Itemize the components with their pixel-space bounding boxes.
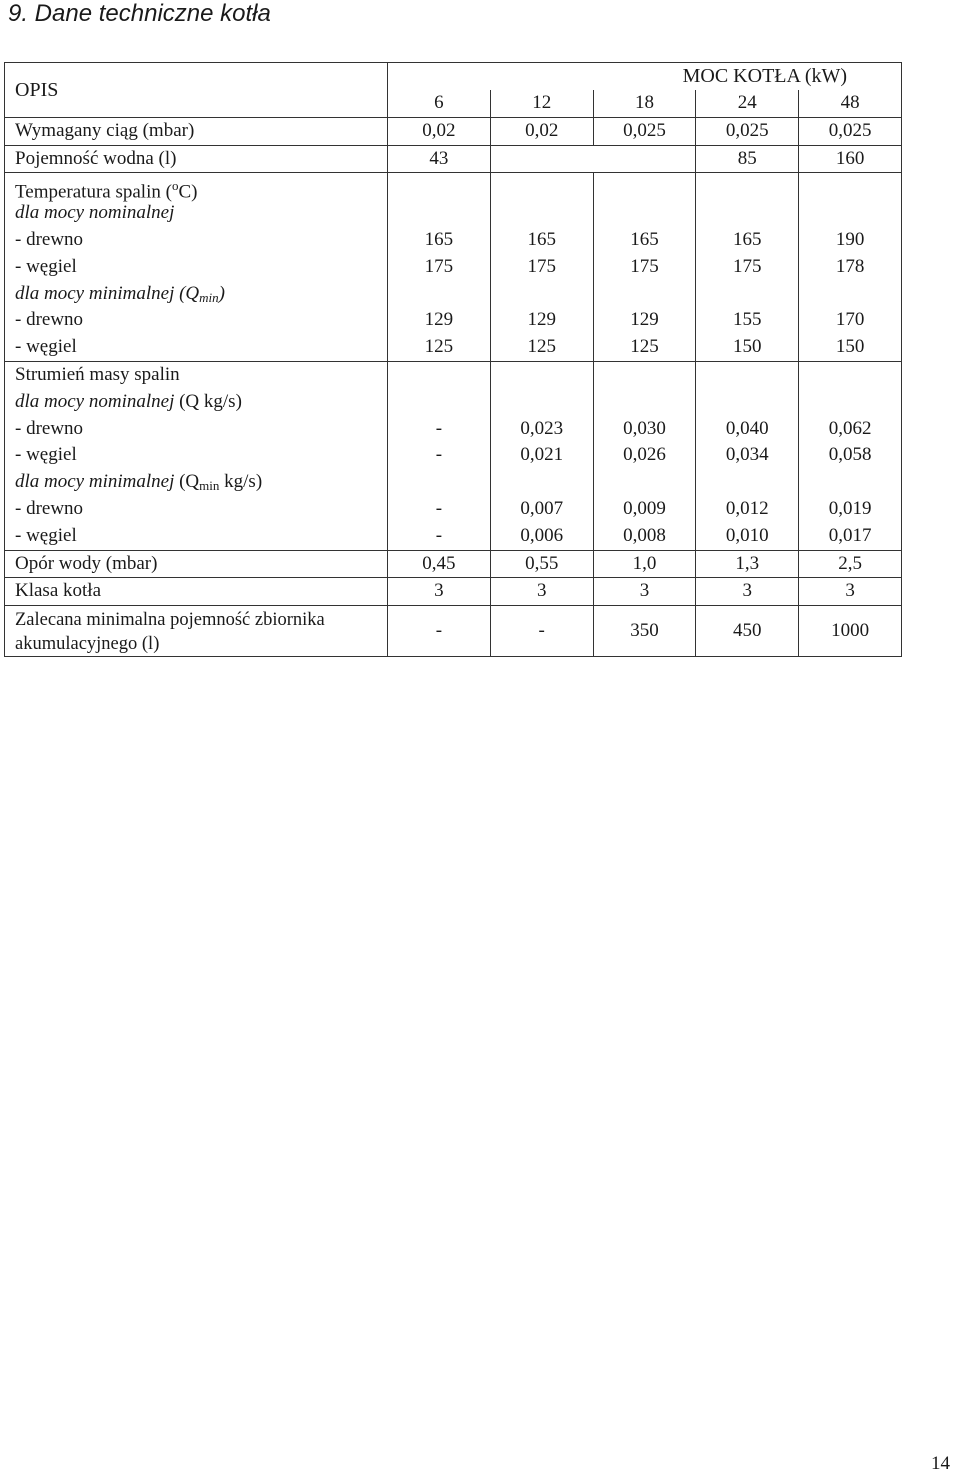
boiler-class-value: 3 [388, 578, 491, 606]
table-row [5, 578, 902, 606]
wood-label: - drewno [15, 497, 84, 519]
power-18: 18 [593, 90, 696, 117]
power-6: 6 [388, 90, 491, 117]
tank-capacity-value: 350 [593, 606, 696, 657]
tank-capacity-value: - [490, 606, 593, 657]
coal-label: - węgiel [15, 255, 77, 277]
temp-value: 129 [424, 309, 454, 331]
temp-value: 150 [835, 336, 865, 358]
table-row [5, 550, 902, 578]
flow-column-12kw [490, 361, 593, 550]
temp-value: 125 [527, 336, 556, 358]
temp-value: 178 [835, 255, 865, 277]
water-resistance-value: 0,45 [388, 550, 491, 578]
flow-value: - [435, 417, 443, 439]
flow-value: 0,034 [725, 444, 769, 466]
flue-temperature-labels [5, 173, 388, 362]
nominal-power-label: dla mocy nominalnej (Q kg/s) [15, 390, 242, 412]
flow-value: 0,019 [828, 497, 872, 519]
boiler-spec-table [4, 62, 902, 657]
flow-column-18kw [593, 361, 696, 550]
temp-value: 175 [527, 255, 556, 277]
temp-column-18kw [593, 173, 696, 362]
flow-value: 0,010 [725, 524, 769, 546]
page-number: 14 [931, 1453, 950, 1474]
flue-mass-flow-row [5, 361, 902, 550]
draft-value: 0,02 [388, 117, 491, 145]
minimal-power-label: dla mocy minimalnej $(Q_{min})$ [15, 282, 225, 305]
temp-column-12kw [490, 173, 593, 362]
boiler-class-value: 3 [593, 578, 696, 606]
temp-value: 190 [835, 228, 865, 250]
section-heading: 9. Dane techniczne kotła [8, 0, 271, 27]
temp-value: 165 [527, 228, 556, 250]
water-resistance-value: 0,55 [490, 550, 593, 578]
coal-label: - węgiel [15, 524, 77, 546]
power-24: 24 [696, 90, 799, 117]
table-row [5, 606, 902, 657]
flow-value: 0,058 [828, 444, 872, 466]
flue-mass-flow-title: Strumień masy spalin [15, 363, 180, 385]
water-resistance-label: Opór wody (mbar) [5, 550, 388, 578]
water-capacity-label: Pojemność wodna (l) [5, 145, 388, 173]
draft-value: 0,025 [799, 117, 902, 145]
wood-label: - drewno [15, 417, 84, 439]
flow-value: - [435, 497, 443, 519]
flow-value: - [435, 524, 443, 546]
water-capacity-value [490, 145, 593, 173]
flow-value: 0,021 [520, 444, 564, 466]
temp-value: 125 [424, 336, 454, 358]
flue-temperature-row [5, 173, 902, 362]
table-row [5, 145, 902, 173]
water-resistance-value: 1,0 [593, 550, 696, 578]
flow-value: 0,009 [623, 497, 666, 519]
water-capacity-value [593, 145, 696, 173]
wood-label: - drewno [15, 228, 84, 250]
water-capacity-value: 43 [388, 145, 491, 173]
water-resistance-value: 2,5 [799, 550, 902, 578]
flow-value: 0,040 [725, 417, 769, 439]
temp-column-6kw [388, 173, 491, 362]
flow-value: 0,062 [828, 417, 872, 439]
flow-value: 0,007 [520, 497, 564, 519]
opis-header: OPIS [5, 63, 388, 118]
flow-value: 0,017 [828, 524, 872, 546]
table-row [5, 117, 902, 145]
minimal-power-label: dla mocy minimalnej ($Q_{min}$ kg/s) [15, 471, 263, 494]
water-capacity-value: 85 [696, 145, 799, 173]
tank-capacity-value: 450 [696, 606, 799, 657]
coal-label: - węgiel [15, 336, 77, 358]
flow-value: 0,023 [520, 417, 564, 439]
power-48: 48 [799, 90, 902, 117]
flow-column-48kw [799, 361, 902, 550]
boiler-class-value: 3 [696, 578, 799, 606]
flue-mass-flow-labels [5, 361, 388, 550]
tank-capacity-value: 1000 [799, 606, 902, 657]
temp-value: 175 [424, 255, 454, 277]
temp-value: 155 [733, 309, 762, 331]
header-row [5, 63, 902, 91]
boiler-class-value: 3 [490, 578, 593, 606]
boiler-class-value: 3 [799, 578, 902, 606]
tank-capacity-label: Zalecana minimalna pojemność zbiornika akumulacyjnego (l) [5, 606, 388, 657]
temp-value: 129 [527, 309, 556, 331]
temp-value: 165 [424, 228, 454, 250]
coal-label: - węgiel [15, 444, 77, 466]
wood-label: - drewno [15, 309, 84, 331]
water-resistance-value: 1,3 [696, 550, 799, 578]
flow-value: - [435, 444, 443, 466]
flow-column-24kw [696, 361, 799, 550]
water-capacity-value: 160 [799, 145, 902, 173]
flow-value: 0,012 [725, 497, 769, 519]
temp-value: 129 [630, 309, 659, 331]
temp-value: 165 [733, 228, 762, 250]
flow-value: 0,008 [623, 524, 666, 546]
temp-value: 175 [630, 255, 659, 277]
temp-column-24kw [696, 173, 799, 362]
nominal-power-label: dla mocy nominalnej [15, 202, 175, 224]
temp-value: 125 [630, 336, 659, 358]
flow-column-6kw [388, 361, 491, 550]
draft-value: 0,025 [593, 117, 696, 145]
flow-value: 0,030 [623, 417, 666, 439]
temp-value: 165 [630, 228, 659, 250]
power-header: MOC KOTŁA (kW) [388, 63, 902, 91]
temp-column-48kw [799, 173, 902, 362]
power-12: 12 [490, 90, 593, 117]
flue-temperature-title: Temperatura spalin ($^o$C) [15, 178, 198, 203]
flow-value: 0,006 [520, 524, 564, 546]
tank-capacity-value: - [388, 606, 491, 657]
draft-value: 0,02 [490, 117, 593, 145]
boiler-class-label: Klasa kotła [5, 578, 388, 606]
temp-value: 175 [733, 255, 762, 277]
flow-value: 0,026 [623, 444, 666, 466]
draft-label: Wymagany ciąg (mbar) [5, 117, 388, 145]
temp-value: 170 [835, 309, 865, 331]
draft-value: 0,025 [696, 117, 799, 145]
temp-value: 150 [733, 336, 762, 358]
